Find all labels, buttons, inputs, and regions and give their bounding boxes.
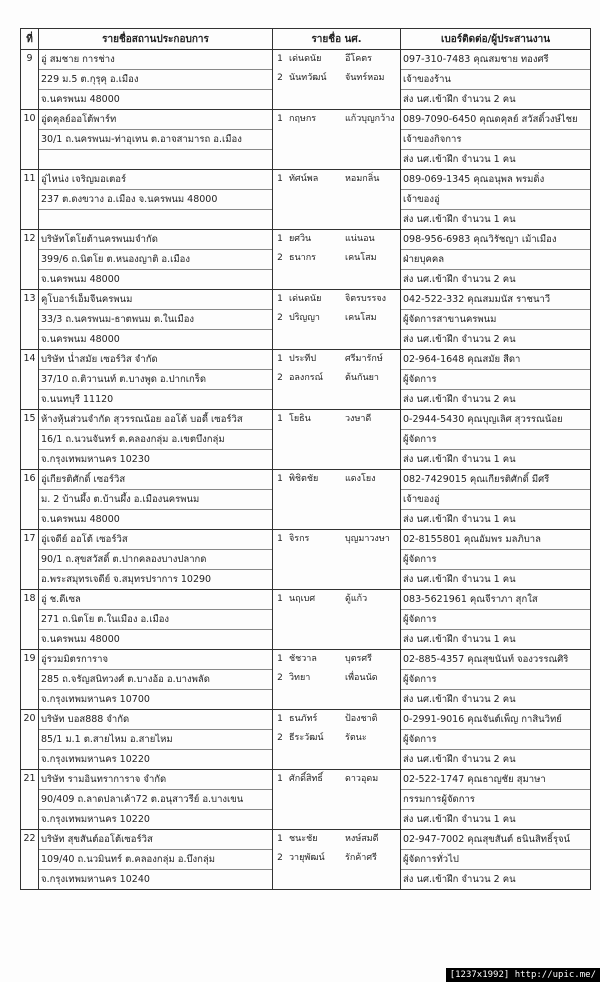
row-number: 13 [21,290,39,350]
contact-role: ผู้จัดการ [401,370,590,390]
address-line-1: 30/1 ถ.นครพนม-ท่าอุเทน ต.อาจสามารถ อ.เมือง [39,130,272,150]
student-number: 1 [277,174,283,184]
students-cell [273,710,401,770]
student-first-name: จิรกร [289,534,310,544]
address-line-1: 109/40 ถ.นวมินทร์ ต.คลองกลุ่ม อ.บึงกลุ่ม [39,850,272,870]
student-first-name: เด่นดนัย [289,294,322,304]
address-line-1: 33/3 ถ.นครพนม-ธาตพนม ต.ในเมือง [39,310,272,330]
establishment-cell [39,530,273,590]
students-cell [273,650,401,710]
address-line-2 [39,210,272,229]
establishment-name: อู่เกียรติศักดิ์ เซอร์วิส [39,470,272,490]
address-line-2: อ.พระสมุทรเจดีย์ จ.สมุทรปราการ 10290 [41,574,212,585]
student-entry [273,410,400,429]
contact-role: ผู้จัดการ [401,430,590,450]
establishment-name: บริษัท บอส888 จำกัด [39,710,272,730]
student-number: 1 [277,714,283,724]
establishment-cell [39,590,273,650]
students-cell [273,530,401,590]
student-last-name: แดงโยง [345,474,376,484]
contact-role: เจ้าของร้าน [401,70,590,90]
students-sent: ส่ง นศ.เข้าฝึก จำนวน 2 คน [403,754,516,765]
students-sent: ส่ง นศ.เข้าฝึก จำนวน 1 คน [403,514,516,525]
student-first-name: โยธิน [289,414,311,424]
row-number: 16 [21,470,39,530]
student-last-name: รักค้าศรี [345,853,377,863]
table-row [21,230,591,290]
student-first-name: ศักดิ์สิทธิ์ [289,774,323,784]
student-first-name: ปริญญา [289,313,320,323]
table-row [21,530,591,590]
row-number: 12 [21,230,39,290]
student-last-name: หงษ์สมดี [345,834,379,844]
students-cell [273,50,401,110]
student-last-name: แก้วบุญกว้าง [345,114,395,124]
row-number: 9 [21,50,39,110]
contact-phone: 0-2991-9016 คุณจันต์เพ็ญ กาสินวิทย์ [401,710,590,730]
table-row [21,110,591,170]
student-number: 1 [277,234,283,244]
student-last-name: เคนโสม [345,253,377,263]
student-first-name: นฤเบศ [289,594,316,604]
student-first-name: อลงกรณ์ [289,373,323,383]
student-entry [273,729,400,748]
student-number: 2 [277,373,283,383]
contact-cell [401,410,591,470]
student-first-name: ประทีป [289,354,317,364]
student-entry [273,69,400,88]
row-number: 11 [21,170,39,230]
contact-role: เจ้าของอู่ [401,490,590,510]
contact-phone: 02-8155801 คุณอัมพร มลภิบาล [401,530,590,550]
establishment-cell [39,770,273,830]
students-sent: ส่ง นศ.เข้าฝึก จำนวน 1 คน [403,814,516,825]
contact-cell [401,830,591,890]
students-sent: ส่ง นศ.เข้าฝึก จำนวน 1 คน [403,214,516,225]
student-number: 1 [277,474,283,484]
student-last-name: ต้นกันยา [345,373,379,383]
contact-phone: 02-964-1648 คุณสมัย สีดา [401,350,590,370]
contact-cell [401,530,591,590]
student-number: 1 [277,354,283,364]
students-sent: ส่ง นศ.เข้าฝึก จำนวน 2 คน [403,334,516,345]
table-row [21,410,591,470]
establishment-name: อู่ สมชาย การช่าง [39,50,272,70]
establishment-name: อู่ดคุลย์ออโต้พาร์ท [39,110,272,130]
address-line-2: จ.กรุงเทพมหานคร 10230 [41,454,150,465]
address-line-2 [39,150,272,169]
student-number: 2 [277,73,283,83]
establishment-table [20,28,591,890]
table-row [21,830,591,890]
address-line-2: จ.นครพนม 48000 [41,634,120,645]
student-number: 1 [277,774,283,784]
contact-phone: 082-7429015 คุณเกียรติศักดิ์ มีศรี [401,470,590,490]
establishment-name: ห้างหุ้นส่วนจำกัด สุวรรณน้อย ออโต้ บอดี้ เซอร์วิส [39,410,272,430]
address-line-1: 90/1 ถ.สุขสวัสดิ์ ต.ปากคลองบางปลากด [39,550,272,570]
student-last-name: รัตนะ [345,733,367,743]
table-row [21,710,591,770]
student-first-name: พิชิตชัย [289,474,319,484]
contact-cell [401,290,591,350]
address-line-1: 37/10 ถ.ติวานนท์ ต.บางพูด อ.ปากเกร็ด [39,370,272,390]
address-line-1: 237 ต.ดงขวาง อ.เมือง จ.นครพนม 48000 [39,190,272,210]
student-last-name: ดาวอุดม [345,774,379,784]
student-first-name: กฤษกร [289,114,317,124]
establishment-cell [39,50,273,110]
student-entry [273,110,400,129]
establishment-cell [39,290,273,350]
student-last-name: เพื่อนนัด [345,673,378,683]
watermark: [1237x1992] http://upic.me/ [446,968,600,982]
contact-cell [401,470,591,530]
address-line-2: จ.กรุงเทพมหานคร 10700 [41,694,150,705]
row-number: 14 [21,350,39,410]
students-sent: ส่ง นศ.เข้าฝึก จำนวน 1 คน [403,454,516,465]
contact-role: ผู้จัดการทั่วไป [401,850,590,870]
contact-role: ผู้จัดการ [401,730,590,750]
table-row [21,170,591,230]
establishment-name: อู่เจดีย์ ออโต้ เซอร์วิส [39,530,272,550]
student-entry [273,230,400,249]
address-line-2: จ.นครพนม 48000 [41,334,120,345]
student-number: 2 [277,673,283,683]
students-cell [273,470,401,530]
student-last-name: ดู้แก้ว [345,594,368,604]
student-last-name: วงษาดี [345,414,372,424]
student-first-name: ชัชวาล [289,654,317,664]
establishment-cell [39,170,273,230]
student-entry [273,710,400,729]
address-line-2: จ.กรุงเทพมหานคร 10220 [41,814,150,825]
establishment-cell [39,350,273,410]
row-number: 10 [21,110,39,170]
student-entry [273,50,400,69]
student-number: 1 [277,294,283,304]
student-first-name: เด่นดนัย [289,54,322,64]
establishment-cell [39,470,273,530]
contact-phone: 089-7090-6450 คุณดคุลย์ สวัสดิ์วงษ์ไชย [401,110,590,130]
header-students: รายชื่อ นศ. [273,29,401,50]
student-entry [273,170,400,189]
student-entry [273,830,400,849]
address-line-2: จ.นครพนม 48000 [41,514,120,525]
contact-phone: 02-947-7002 คุณสุขสันต์ ธนินสิทธิ์รุจน์ [401,830,590,850]
establishment-name: อู่รวมมิตรการาจ [39,650,272,670]
contact-cell [401,770,591,830]
student-first-name: วายุพัฒน์ [289,853,325,863]
student-entry [273,590,400,609]
student-entry [273,530,400,549]
address-line-1: 85/1 ม.1 ต.สายไหม อ.สายไหม [39,730,272,750]
establishment-cell [39,650,273,710]
contact-phone: 098-956-6983 คุณวิรัชญา เม้าเมือง [401,230,590,250]
establishment-cell [39,710,273,770]
address-line-2: จ.กรุงเทพมหานคร 10220 [41,754,150,765]
student-last-name: เคนโสม [345,313,377,323]
student-entry [273,650,400,669]
establishment-name: บริษัท รามอินทราการาจ จำกัด [39,770,272,790]
student-last-name: บุญมาวงษา [345,534,390,544]
address-line-1: 271 ถ.นิตโย ต.ในเมือง อ.เมือง [39,610,272,630]
table-row [21,470,591,530]
student-last-name: หอมกลิ่น [345,174,380,184]
header-no: ที่ [21,29,39,50]
students-cell [273,410,401,470]
contact-role: ผู้จัดการ [401,550,590,570]
student-first-name: วิทยา [289,673,311,683]
address-line-2: จ.นครพนม 48000 [41,274,120,285]
address-line-1: 285 ถ.จรัญสนิทวงศ์ ต.บางอ้อ อ.บางพลัด [39,670,272,690]
address-line-1: 90/409 ถ.ลาดปลาเค้า72 ต.อนุสาวรีย์ อ.บางเขน [39,790,272,810]
student-number: 2 [277,253,283,263]
contact-role: เจ้าของอู่ [401,190,590,210]
contact-cell [401,350,591,410]
establishment-name: คูโบอาร์เอ็มจีนครพนม [39,290,272,310]
establishment-name: บริษัท น่ำสมัย เซอร์วิส จำกัด [39,350,272,370]
student-first-name: ยศวิน [289,234,312,244]
contact-role: ฝ่ายบุคคล [401,250,590,270]
student-entry [273,249,400,268]
student-entry [273,290,400,309]
contact-cell [401,650,591,710]
establishment-cell [39,110,273,170]
table-row [21,650,591,710]
row-number: 21 [21,770,39,830]
student-first-name: ธีระวัฒน์ [289,733,324,743]
establishment-name: บริษัทโตโยต้านครพนมจำกัด [39,230,272,250]
student-number: 1 [277,54,283,64]
student-number: 2 [277,313,283,323]
student-entry [273,770,400,789]
students-sent: ส่ง นศ.เข้าฝึก จำนวน 1 คน [403,154,516,165]
student-number: 1 [277,654,283,664]
row-number: 22 [21,830,39,890]
student-first-name: ธนภัทร์ [289,714,318,724]
address-line-2: จ.กรุงเทพมหานคร 10240 [41,874,150,885]
contact-role: ผู้จัดการสาขานครพนม [401,310,590,330]
students-sent: ส่ง นศ.เข้าฝึก จำนวน 1 คน [403,634,516,645]
establishment-cell [39,410,273,470]
contact-role: กรรมการผู้จัดการ [401,790,590,810]
address-line-1: 16/1 ถ.นวนจันทร์ ต.คลองกลุ่ม อ.เขตบึงกลุ่ม [39,430,272,450]
address-line-1: ม. 2 บ้านผึ้ง ต.บ้านผึ้ง อ.เมืองนครพนม [39,490,272,510]
student-entry [273,669,400,688]
contact-cell [401,170,591,230]
students-cell [273,290,401,350]
contact-phone: 089-069-1345 คุณอนุพล พรมดิ่ง [401,170,590,190]
row-number: 20 [21,710,39,770]
student-last-name: จันทร์หอม [345,73,385,83]
contact-cell [401,110,591,170]
table-header-row [21,29,591,50]
student-last-name: บุตรศรี [345,654,372,664]
row-number: 17 [21,530,39,590]
students-sent: ส่ง นศ.เข้าฝึก จำนวน 2 คน [403,94,516,105]
student-first-name: ธนากร [289,253,316,263]
contact-role: ผู้จัดการ [401,670,590,690]
establishment-name: อู่ ช.ดีเซล [39,590,272,610]
student-number: 1 [277,594,283,604]
students-cell [273,170,401,230]
contact-phone: 0-2944-5430 คุณบุญเลิศ สุวรรณน้อย [401,410,590,430]
students-cell [273,350,401,410]
students-sent: ส่ง นศ.เข้าฝึก จำนวน 1 คน [403,574,516,585]
establishment-cell [39,830,273,890]
student-entry [273,849,400,868]
students-sent: ส่ง นศ.เข้าฝึก จำนวน 2 คน [403,274,516,285]
contact-phone: 097-310-7483 คุณสมชาย ทองศรี [401,50,590,70]
student-number: 1 [277,534,283,544]
student-last-name: ศรีมารักษ์ [345,354,383,364]
student-entry [273,470,400,489]
table-body [21,50,591,890]
students-cell [273,830,401,890]
student-last-name: จิตรบรรจง [345,294,387,304]
address-line-2: จ.นนทบุรี 11120 [41,394,114,405]
row-number: 18 [21,590,39,650]
contact-phone: 083-5621961 คุณจีราภา สุกใส [401,590,590,610]
contact-cell [401,590,591,650]
contact-cell [401,710,591,770]
row-number: 15 [21,410,39,470]
student-number: 2 [277,733,283,743]
establishment-name: บริษัท สุขสันต์ออโต้เซอร์วิส [39,830,272,850]
header-establishment: รายชื่อสถานประกอบการ [39,29,273,50]
student-first-name: ทัศน์พล [289,174,319,184]
table-row [21,50,591,110]
student-number: 2 [277,853,283,863]
student-number: 1 [277,834,283,844]
student-first-name: นันทวัฒน์ [289,73,327,83]
student-last-name: อึโคตร [345,54,372,64]
student-last-name: แน่นอน [345,234,375,244]
contact-phone: 02-522-1747 คุณธาญชัย สุมาษา [401,770,590,790]
address-line-1: 399/6 ถ.นิตโย ต.หนองญาติ อ.เมือง [39,250,272,270]
students-sent: ส่ง นศ.เข้าฝึก จำนวน 2 คน [403,394,516,405]
students-sent: ส่ง นศ.เข้าฝึก จำนวน 2 คน [403,874,516,885]
row-number: 19 [21,650,39,710]
students-cell [273,110,401,170]
students-sent: ส่ง นศ.เข้าฝึก จำนวน 2 คน [403,694,516,705]
table-row [21,770,591,830]
student-entry [273,309,400,328]
contact-cell [401,230,591,290]
establishment-cell [39,230,273,290]
contact-phone: 042-522-332 คุณสมมนัส ราชนาวี [401,290,590,310]
header-contact: เบอร์ติดต่อ/ผู้ประสานงาน [401,29,591,50]
students-cell [273,230,401,290]
student-number: 1 [277,114,283,124]
address-line-1: 229 ม.5 ต.กุรุคุ อ.เมือง [39,70,272,90]
table-row [21,590,591,650]
student-first-name: ชนะชัย [289,834,318,844]
student-last-name: ป้องชาติ [345,714,378,724]
table-row [21,350,591,410]
contact-role: เจ้าของกิจการ [401,130,590,150]
address-line-2: จ.นครพนม 48000 [41,94,120,105]
establishment-name: อู่ไหน่ง เจริญมอเตอร์ [39,170,272,190]
students-cell [273,590,401,650]
student-entry [273,350,400,369]
student-entry [273,369,400,388]
students-cell [273,770,401,830]
table-row [21,290,591,350]
contact-role: ผู้จัดการ [401,610,590,630]
contact-phone: 02-885-4357 คุณสุขนันท์ จองวรรณศิริ [401,650,590,670]
contact-cell [401,50,591,110]
student-number: 1 [277,414,283,424]
